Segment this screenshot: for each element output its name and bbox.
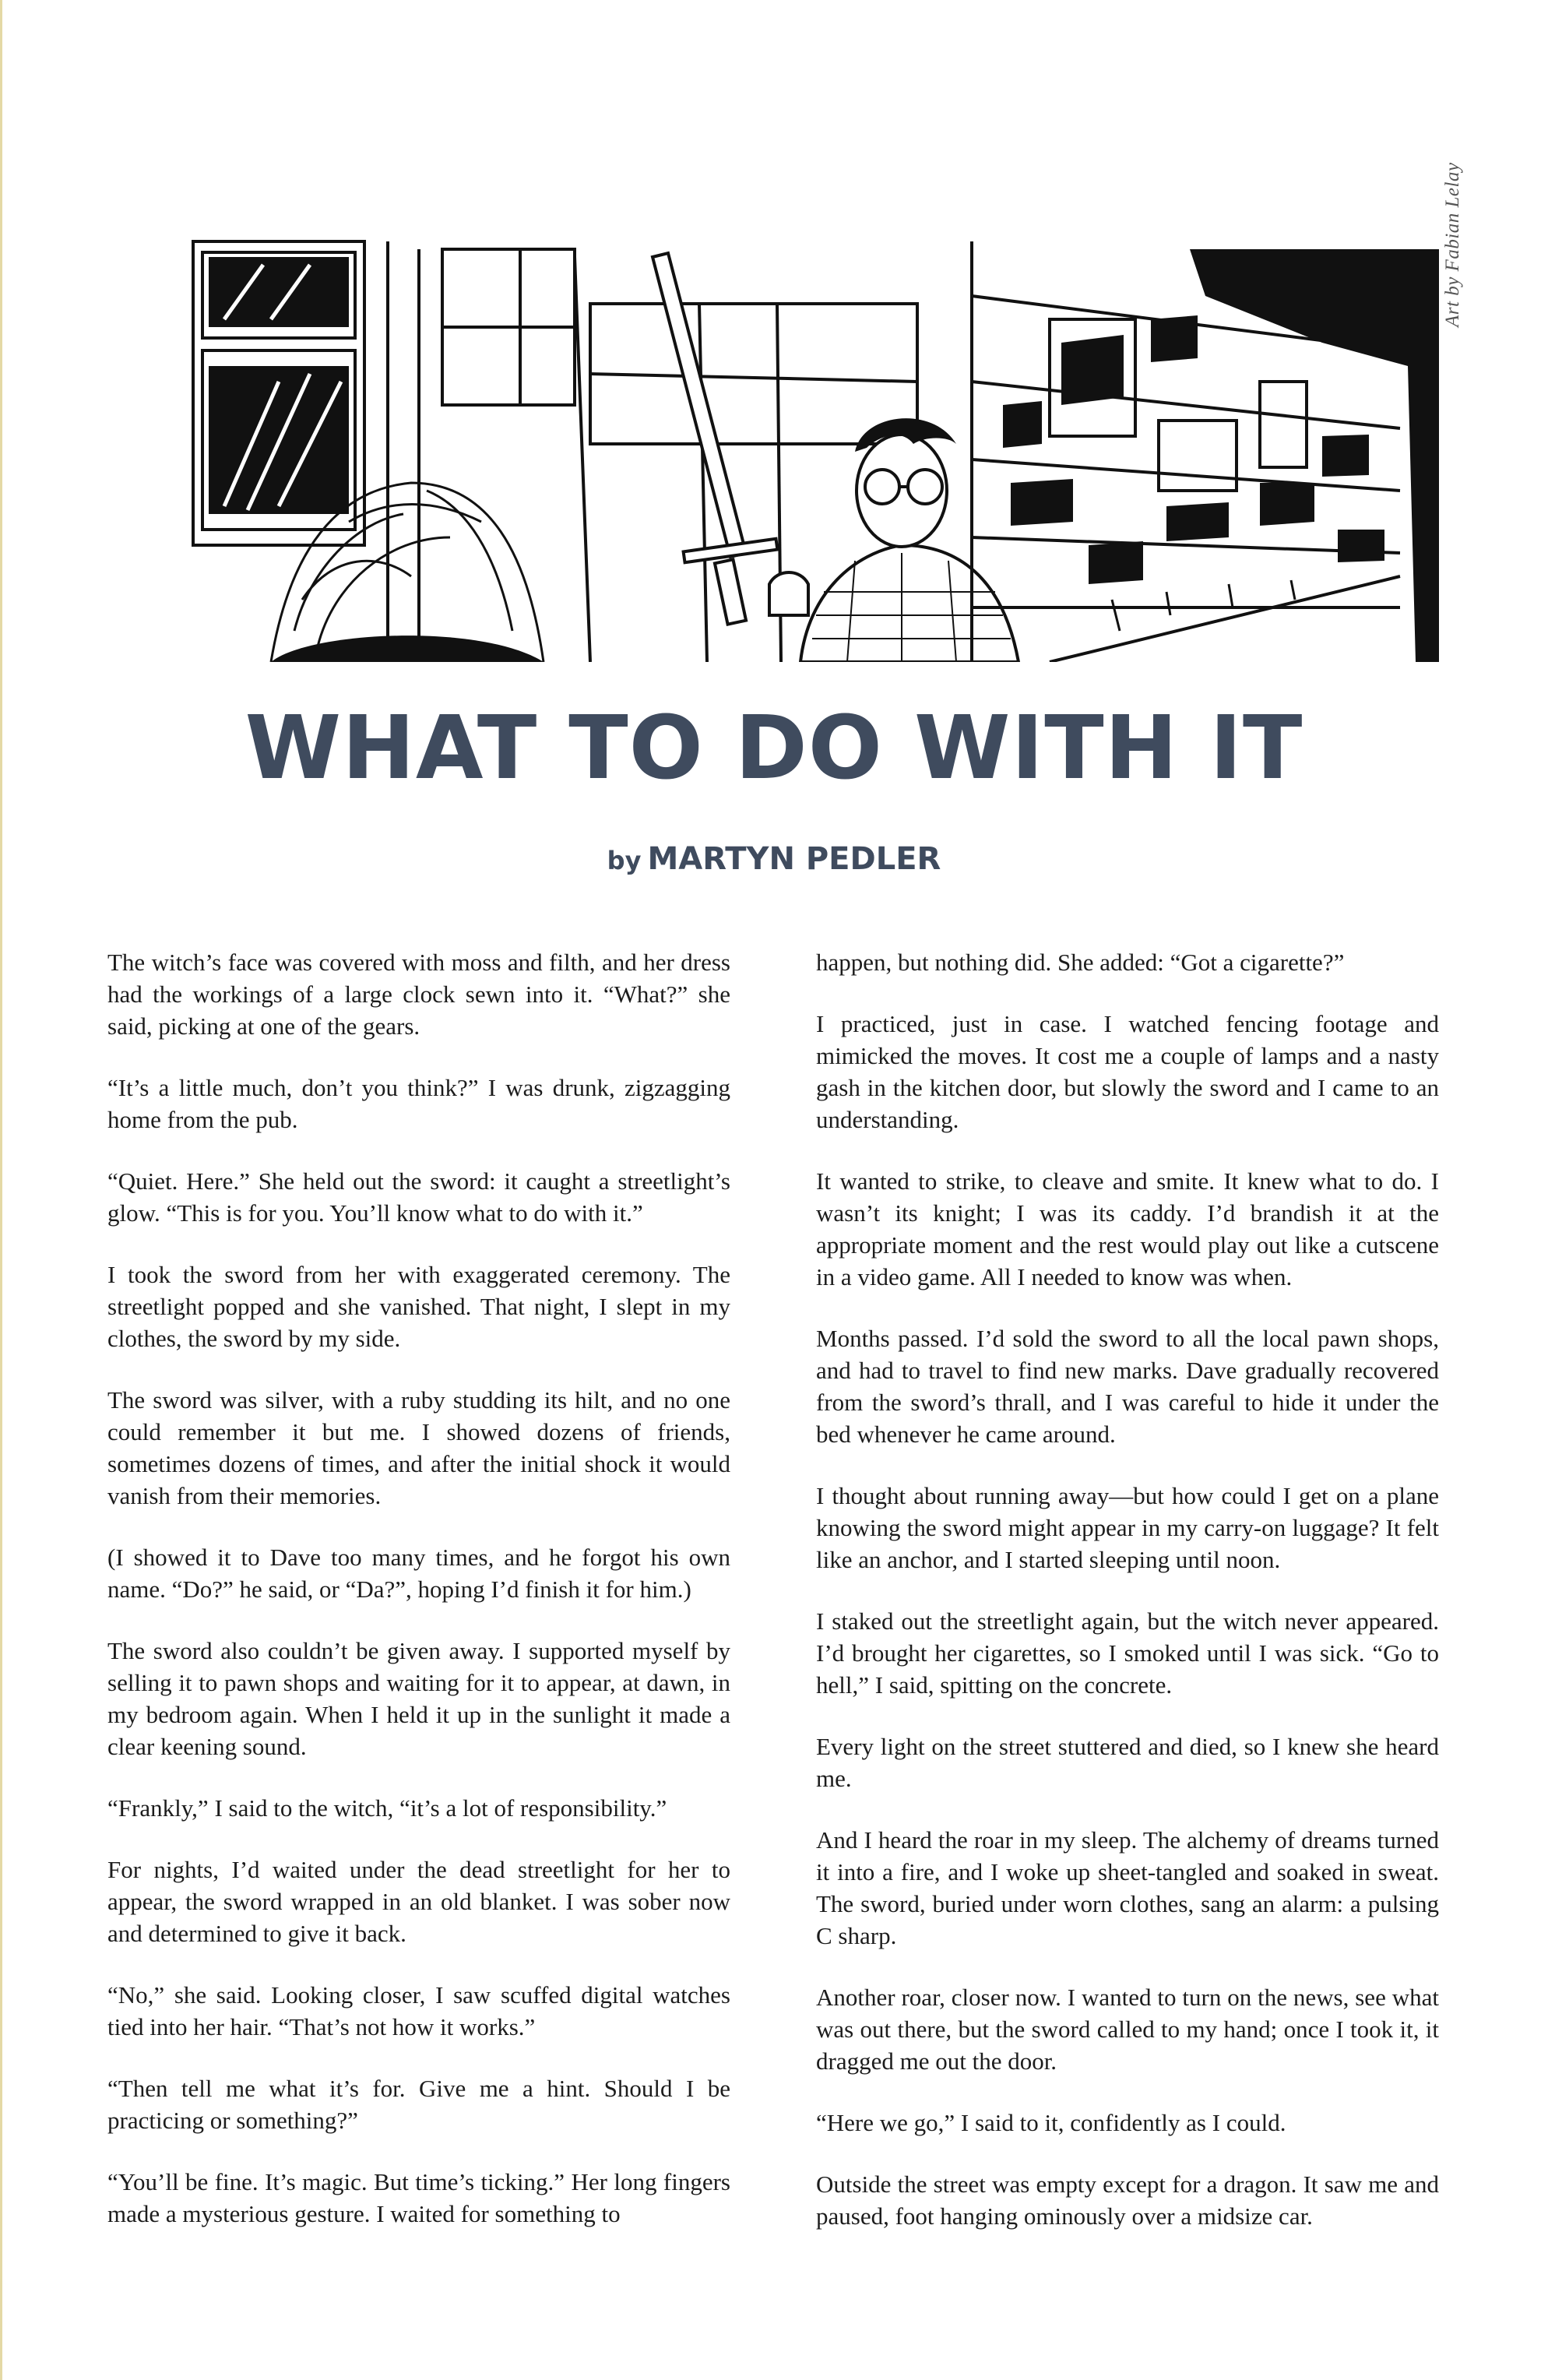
byline-by: by <box>607 846 642 875</box>
illustration <box>154 226 1439 662</box>
paragraph: Outside the street was empty except for a dragon. It saw me and paused, foot hanging ominously over a midsize car. <box>816 2171 1439 2230</box>
story-column-left <box>107 946 730 2259</box>
page-edge-rule <box>0 0 2 2380</box>
paragraph: “Here we go,” I said to it, confidently as I could. <box>816 2109 1286 2136</box>
paragraph: It wanted to strike, to cleave and smite. It knew what to do. I wasn’t its knight; I was its caddy. I’d brandish it at the appropriate moment and the rest would play out like a cutscene in a video game. All I needed to know was when. <box>816 1167 1439 1290</box>
story-column-right <box>816 946 1439 2262</box>
paragraph: Every light on the street stuttered and died, so I knew she heard me. <box>816 1733 1439 1792</box>
byline <box>0 841 1548 877</box>
paragraph: Another roar, closer now. I wanted to turn on the news, see what was out there, but the sword called to my hand; once I took it, it dragged me out the door. <box>816 1984 1439 2075</box>
paragraph: I staked out the streetlight again, but the witch never appeared. I’d brought her cigarettes, so I smoked until I was sick. “Go to hell,” I said, spitting on the concrete. <box>816 1607 1439 1699</box>
paragraph: “No,” she said. Looking closer, I saw scuffed digital watches tied into her hair. “That’s not how it works.” <box>107 1981 730 2040</box>
paragraph: I thought about running away—but how could I get on a plane knowing the sword might appear in my carry-on luggage? It felt like an anchor, and I started sleeping until noon. <box>816 1482 1439 1573</box>
art-credit: Art by Fabian Lelay <box>1442 162 1463 327</box>
paragraph: “Then tell me what it’s for. Give me a hint. Should I be practicing or something?” <box>107 2075 730 2134</box>
paragraph: “Quiet. Here.” She held out the sword: it caught a streetlight’s glow. “This is for you. You’ll know what to do with it.” <box>107 1167 730 1227</box>
paragraph: For nights, I’d waited under the dead streetlight for her to appear, the sword wrapped in an old blanket. I was sober now and determined to give it back. <box>107 1856 730 1947</box>
paragraph: Months passed. I’d sold the sword to all the local pawn shops, and had to travel to find new marks. Dave gradually recovered from the sword’s thrall, and I was careful to hide it under the bed whenever he came around. <box>816 1325 1439 1448</box>
byline-author: MARTYN PEDLER <box>647 841 941 877</box>
paragraph: “Frankly,” I said to the witch, “it’s a lot of responsibility.” <box>107 1794 667 1822</box>
paragraph: happen, but nothing did. She added: “Got a cigarette?” <box>816 949 1345 976</box>
paragraph: “You’ll be fine. It’s magic. But time’s ticking.” Her long fingers made a mysterious gesture. I waited for something to <box>107 2168 730 2227</box>
paragraph: “It’s a little much, don’t you think?” I was drunk, zigzagging home from the pub. <box>107 1074 730 1133</box>
paragraph: And I heard the roar in my sleep. The alchemy of dreams turned it into a fire, and I woke up sheet-tangled and soaked in sweat. The sword, buried under worn clothes, sang an alarm: a pulsing C sharp. <box>816 1826 1439 1949</box>
paragraph: The witch’s face was covered with moss and filth, and her dress had the workings of a large clock sewn into it. “What?” she said, picking at one of the gears. <box>107 949 730 1040</box>
paragraph: The sword also couldn’t be given away. I supported myself by selling it to pawn shops and waiting for it to appear, at dawn, in my bedroom again. When I held it up in the sunlight it made a clear keening sound. <box>107 1637 730 1760</box>
paragraph: I practiced, just in case. I watched fencing footage and mimicked the moves. It cost me a couple of lamps and a nasty gash in the kitchen door, but slowly the sword and I came to an understanding. <box>816 1010 1439 1133</box>
story-title: WHAT TO DO WITH IT <box>245 698 1303 799</box>
paragraph: The sword was silver, with a ruby studding its hilt, and no one could remember it but me. I showed dozens of friends, sometimes dozens of times, and after the initial shock it would vanish from their memories. <box>107 1386 730 1509</box>
paragraph: I took the sword from her with exaggerated ceremony. The streetlight popped and she vanished. That night, I slept in my clothes, the sword by my side. <box>107 1261 730 1352</box>
paragraph: (I showed it to Dave too many times, and he forgot his own name. “Do?” he said, or “Da?”, hoping I’d finish it for him.) <box>107 1544 730 1603</box>
